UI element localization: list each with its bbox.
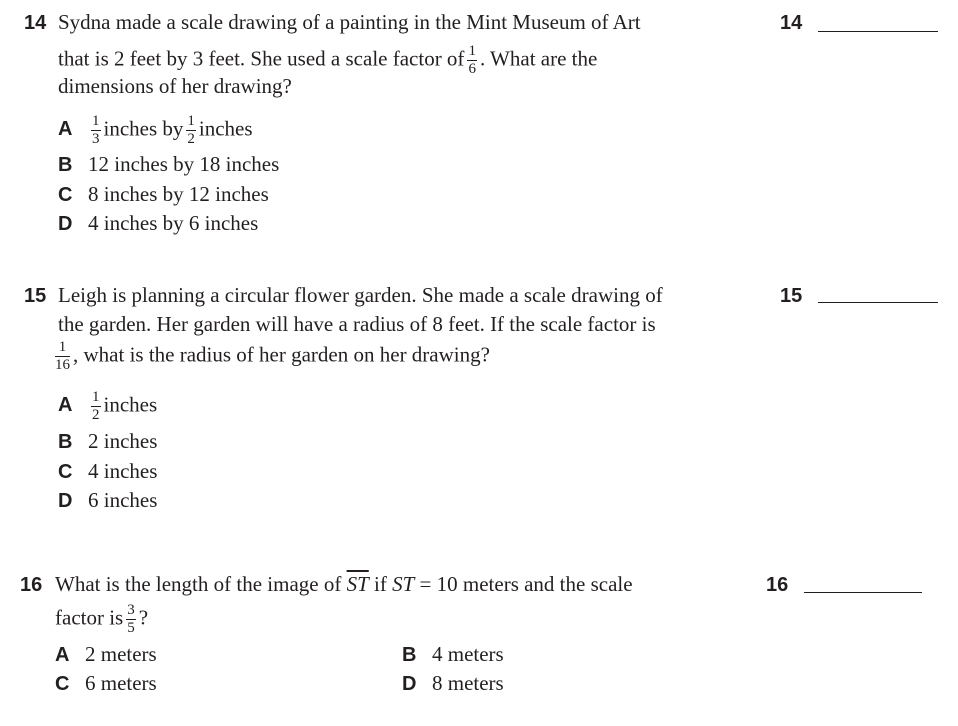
choice-b[interactable]: B 12 inches by 18 inches <box>58 152 280 176</box>
choice-a[interactable]: A 2 meters <box>55 642 157 666</box>
choice-a[interactable]: A $\frac{1}{2}$ inches <box>58 389 158 423</box>
question-number: 15 <box>24 285 47 307</box>
choice-a[interactable]: A $\frac{1}{3}$ inches by $\frac{1}{2}$ inches <box>58 113 253 147</box>
fraction: $\frac{1}{16}$ <box>55 339 70 373</box>
question-text-line: dimensions of her drawing? <box>58 74 292 98</box>
question-text-line: the garden. Her garden will have a radius of 8 feet. If the scale factor is <box>58 312 656 336</box>
choice-c[interactable]: C 4 inches <box>58 459 158 483</box>
answer-number: 14 <box>780 12 803 34</box>
question-text-line: Sydna made a scale drawing of a painting in the Mint Museum of Art <box>58 10 641 34</box>
answer-number: 16 <box>766 574 789 596</box>
choice-d[interactable]: D 4 inches by 6 inches <box>58 211 259 235</box>
question-text-line: Leigh is planning a circular flower garden. She made a scale drawing of <box>58 283 663 307</box>
question-text-line: that is 2 feet by 3 feet. She used a scale factor of $\frac{1}{6}$ . What are the <box>58 43 598 77</box>
choice-d[interactable]: D 8 meters <box>402 671 504 695</box>
question-text-line: factor is $\frac{3}{5}$ ? <box>55 602 149 636</box>
choice-d[interactable]: D 6 inches <box>58 488 158 512</box>
fraction: $\frac{1}{3}$ <box>92 113 100 147</box>
answer-blank[interactable] <box>818 302 938 303</box>
fraction: $\frac{3}{5}$ <box>127 602 135 636</box>
fraction: $\frac{1}{2}$ <box>187 113 195 147</box>
question-number: 14 <box>24 12 47 34</box>
question-text-line: $\frac{1}{16}$ , what is the radius of her garden on her drawing? <box>55 339 490 373</box>
choice-c[interactable]: C 6 meters <box>55 671 157 695</box>
choice-b[interactable]: B 4 meters <box>402 642 504 666</box>
choice-c[interactable]: C 8 inches by 12 inches <box>58 182 269 206</box>
fraction: $\frac{1}{2}$ <box>92 389 100 423</box>
answer-blank[interactable] <box>804 592 922 593</box>
question-number: 16 <box>20 574 43 596</box>
answer-number: 15 <box>780 285 803 307</box>
question-text-line: What is the length of the image of $\overline{ST}$ if ST = 10 meters and the scale <box>55 572 633 596</box>
segment-label: $\overline{ST}$ <box>346 572 369 596</box>
choice-b[interactable]: B 2 inches <box>58 429 158 453</box>
answer-blank[interactable] <box>818 31 938 32</box>
fraction: $\frac{1}{6}$ <box>468 43 476 77</box>
